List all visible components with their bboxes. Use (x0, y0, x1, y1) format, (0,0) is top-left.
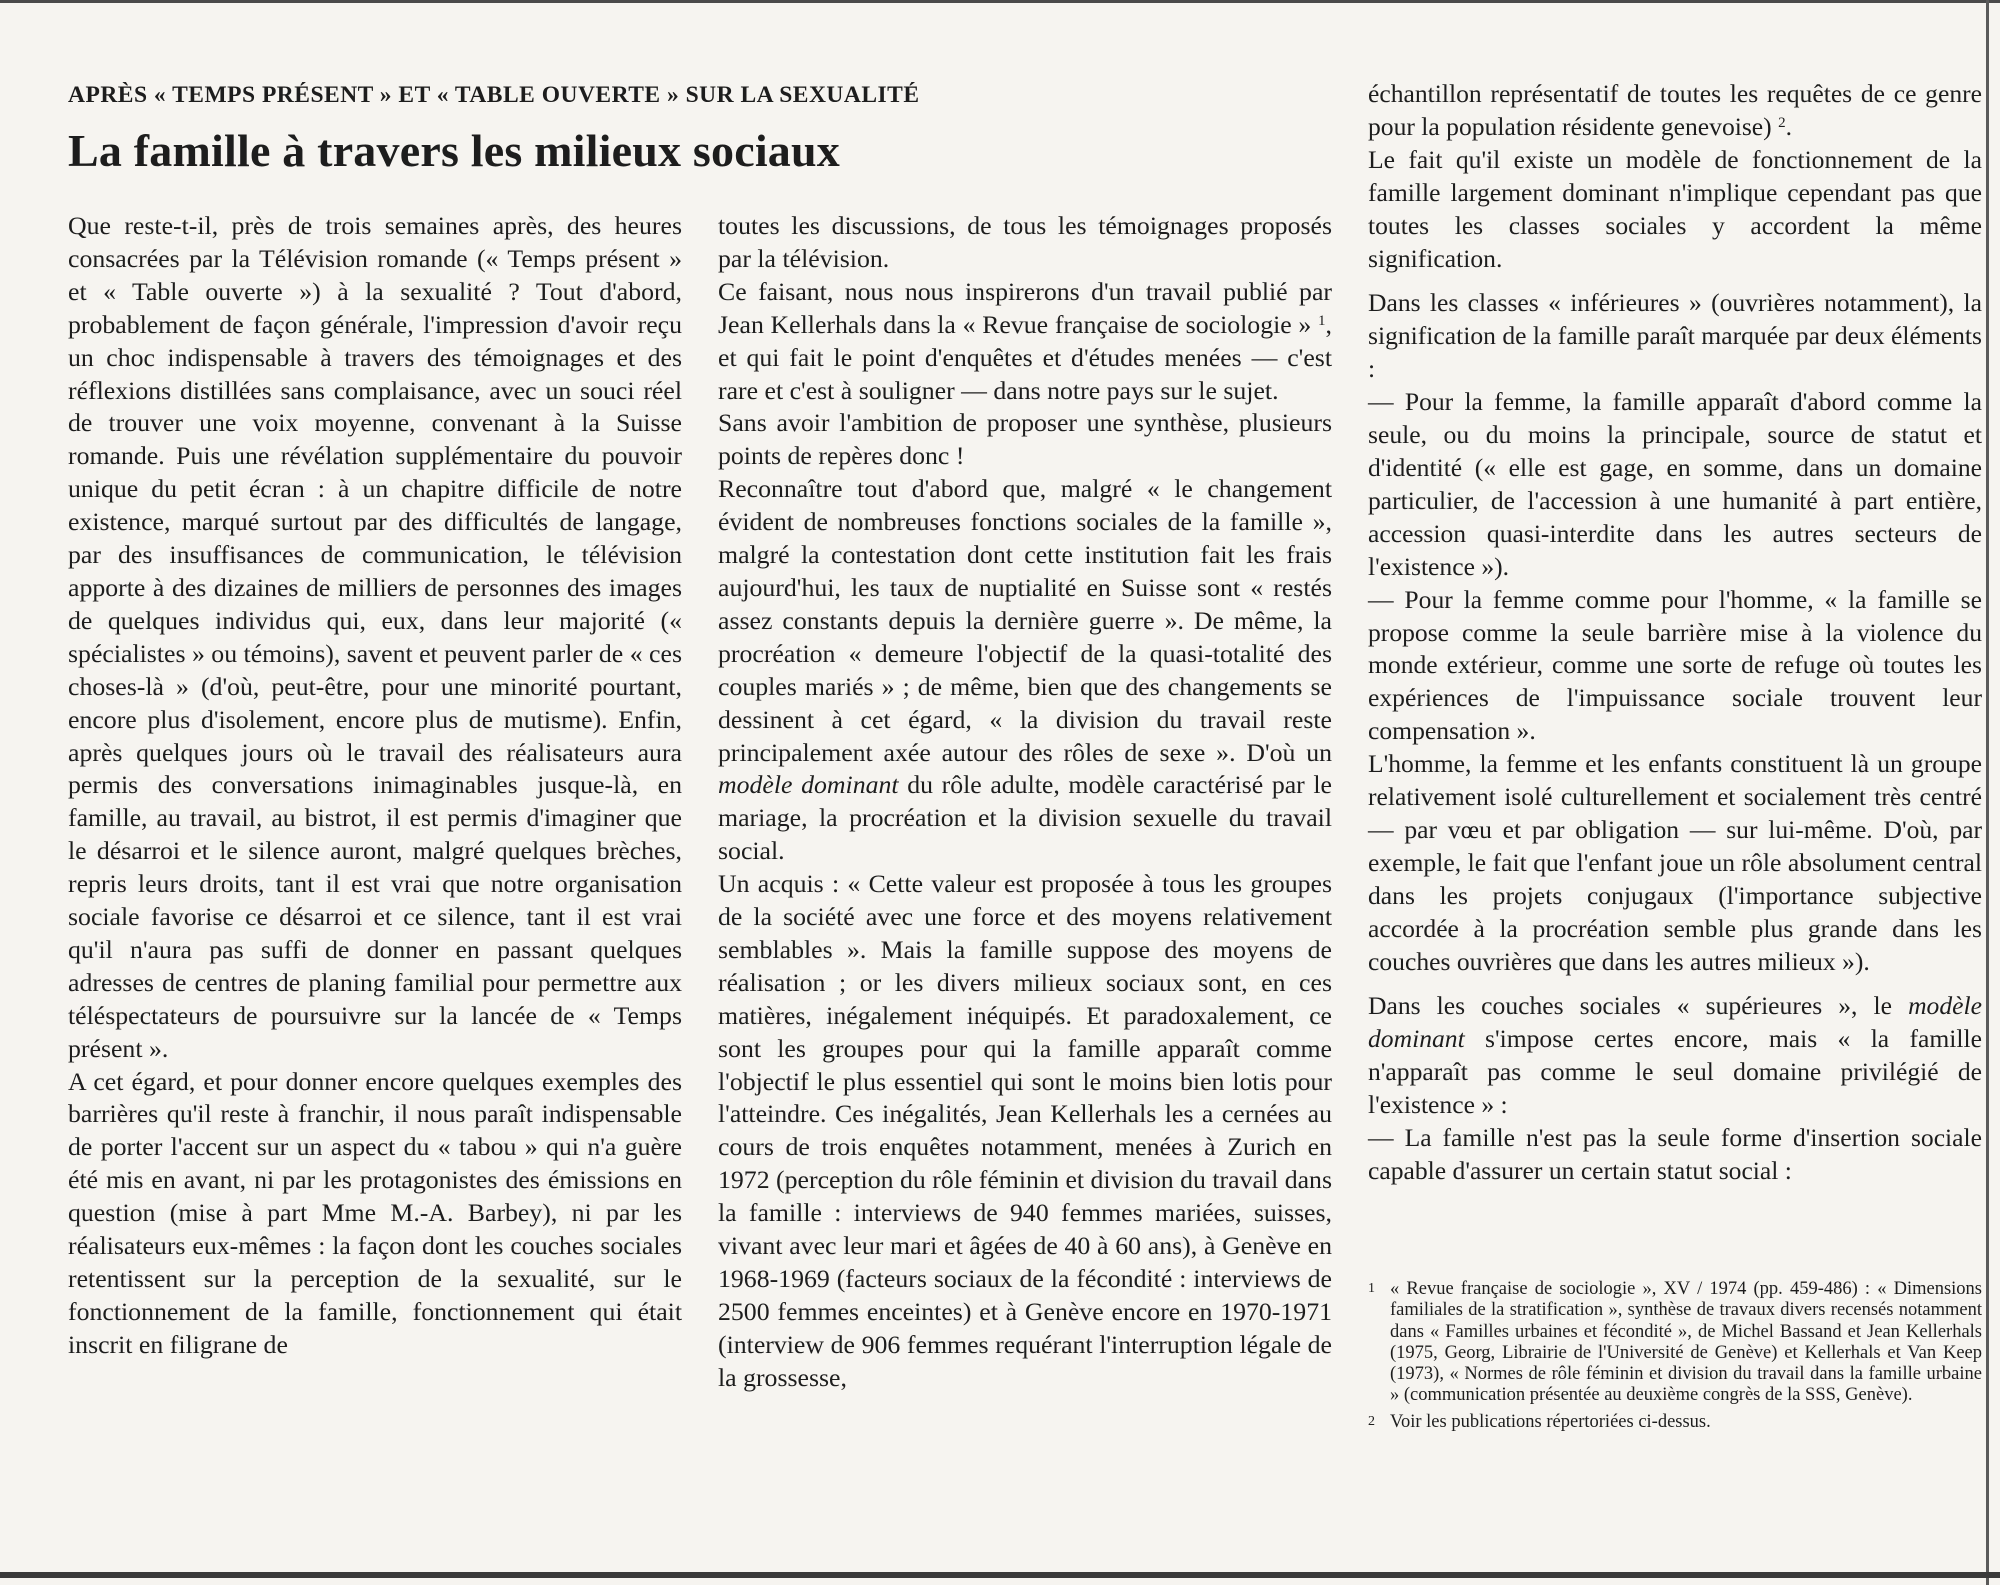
footnote (1368, 1411, 1982, 1433)
paragraph-text: Reconnaître tout d'abord que, malgré « le changement évident de nombreuses fonctions sociales de la famille », malgré la contestation dont cette institution fait les frais aujourd'hui, les taux de nuptialité en Suisse sont « restés assez constants depuis la dernière guerre ». De même, la procréation « demeure l'objectif de la quasi-totalité des couples mariés » ; de même, bien que des changements se dessinent à cet égard, « la division du travail reste principalement axée autour des rôles de sexe ». D'où un (718, 474, 1332, 767)
paragraph: Un acquis : « Cette valeur est proposée à tous les groupes de la société avec une force et des moyens relativement semblables ». Mais la famille suppose des moyens de réalisation ; or les divers milieux sociaux sont, en ces matières, inégalement inéquipés. Et paradoxalement, ce sont les groupes pour qui la famille apparaît comme l'objectif le plus essentiel qui sont le moins bien lotis pour l'atteindre. Ces inégalités, Jean Kellerhals les a cernées au cours de trois enquêtes notamment, menées à Zurich en 1972 (perception du rôle féminin et division du travail dans la famille : interviews de 940 femmes mariées, suisses, vivant avec leur mari et âgées de 40 à 60 ans), à Genève en 1968-1969 (facteurs sociaux de la fécondité : interviews de 2500 femmes enceintes) et à Genève encore en 1970-1971 (interview de 906 femmes requérant l'interruption légale de la grossesse, (718, 869, 1332, 1392)
paragraph-text: Dans les couches sociales « supérieures », le (1368, 991, 1909, 1021)
footnotes (1368, 1278, 1982, 1433)
footnote-ref: 1 (1318, 312, 1326, 329)
paragraph: Sans avoir l'ambition de proposer une synthèse, plusieurs points de repères donc ! (718, 408, 1332, 471)
footnote-text: « Revue française de sociologie », XV / 1974 (pp. 459-486) : « Dimensions familiales de la stratification », synthèse de travaux divers recensés notamment dans « Familles urbaines et fécondité », de Michel Bassand et Jean Kellerhals (1975, Georg, Librairie de l'Université de Genève) et Kellerhals et Van Keep (1973), « Normes de rôle féminin et division du travail dans la famille urbaine » (communication présentée au deuxième congrès de la SSS, Genève). (1390, 1279, 1982, 1406)
footnote-text: Voir les publications répertoriées ci-dessus. (1390, 1411, 1711, 1432)
article-headline: La famille à travers les milieux sociaux (68, 125, 840, 176)
paragraph (718, 276, 1332, 408)
paragraph: Le fait qu'il existe un modèle de fonctionnement de la famille largement dominant n'implique cependant pas que toutes les classes sociales y accordent la même signification. (1368, 144, 1982, 273)
paragraph-text: échantillon représentatif de toutes les requêtes de ce genre pour la population résidente genevoise) (1368, 79, 1982, 141)
paragraph (718, 473, 1332, 868)
right-edge-rule (1986, 0, 1989, 1585)
paragraph: L'homme, la femme et les enfants constituent là un groupe relativement isolé culturellement et socialement très centré — par vœu et par obligation — sur lui-même. D'où, par exemple, le fait que l'enfant joue un rôle absolument central dans les projets conjugaux (l'importance subjective accordée à la procréation semble plus grande dans les couches ouvrières que dans les autres milieux »). (1368, 749, 1982, 976)
footnote-number: 2 (1368, 1413, 1375, 1429)
paragraph: A cet égard, et pour donner encore quelques exemples des barrières qu'il reste à franchir, il nous paraît indispensable de porter l'accent sur un aspect du « tabou » qui n'a guère été mis en avant, ni par les protagonistes des émissions en question (mise à part Mme M.-A. Barbey), ni par les réalisateurs eux-mêmes : la façon dont les couches sociales retentissent sur la perception de la sexualité, sur le fonctionnement de la famille, fonctionnement qui était inscrit en filigrane de (68, 1066, 682, 1359)
article-kicker: APRÈS « TEMPS PRÉSENT » ET « TABLE OUVERTE » SUR LA SEXUALITÉ (68, 82, 920, 108)
paragraph-text: s'impose certes encore, mais « la famille n'apparaît pas comme le seul domaine privilégié de l'existence » : (1368, 1024, 1982, 1120)
paragraph-text: du rôle adulte, modèle caractérisé par le mariage, la procréation et la division sexuelle du travail social. (718, 770, 1332, 866)
column-2 (718, 210, 1332, 1560)
paragraph-text: , et qui fait le point d'enquêtes et d'études menées — c'est rare et c'est à souligner — dans notre pays sur le sujet. (718, 309, 1332, 405)
emphasis: modèle dominant (1368, 991, 1982, 1054)
paragraph: Que reste-t-il, près de trois semaines après, des heures consacrées par la Télévision romande (« Temps présent » et « Table ouverte ») à la sexualité ? Tout d'abord, probablement de façon générale, l'impression d'avoir reçu un choc indispensable à travers des témoignages et des réflexions distillées sans complaisance, avec un souci réel de trouver une voix moyenne, convenant à la Suisse romande. Puis une révélation supplémentaire du pouvoir unique du petit écran : à un chapitre difficile de notre existence, marqué surtout par des difficultés de langage, par des insuffisances de communication, le télévision apporte à des dizaines de milliers de personnes des images de quelques individus qui, eux, dans leur majorité (« spécialistes » ou témoins), savent et peuvent parler de « ces choses-là » (d'où, peut-être, pour une minorité pourtant, encore plus d'isolement, encore plus de mutisme). Enfin, après quelques jours où le travail des réalisateurs aura permis des conversations inimaginables jusque-là, en famille, au travail, au bistrot, il est permis d'imaginer que le désarroi et le silence auront, malgré quelques brèches, repris leurs droits, tant il est vrai que notre organisation sociale favorise ce désarroi et ce silence, tant il est vrai qu'il n'aura pas suffi de donner en passant quelques adresses de centres de planing familial pour permettre aux téléspectateurs de poursuivre sur la lancée de « Temps présent ». (68, 211, 682, 1063)
paragraph: — Pour la femme comme pour l'homme, « la famille se propose comme la seule barrière mise à la violence du monde extérieur, comme une sorte de refuge où toutes les expériences de l'impuissance sociale trouvent leur compensation ». (1368, 584, 1982, 746)
footnote-number: 1 (1368, 1281, 1375, 1296)
paragraph: Dans les classes « inférieures » (ouvrières notamment), la signification de la famille paraît marquée par deux éléments : (1368, 288, 1983, 384)
paragraph (1368, 78, 1982, 144)
column-3 (1368, 78, 1982, 1428)
footnote (1368, 1278, 1982, 1407)
paragraph: — La famille n'est pas la seule forme d'insertion sociale capable d'assurer un certain statut social : (1368, 1123, 1982, 1185)
paragraph: — Pour la femme, la famille apparaît d'abord comme la seule, ou du moins la principale, source de statut et d'identité (« elle est gage, en somme, dans un domaine particulier, de l'accession à une humanité à part entière, accession quasi-interdite dans les autres secteurs de l'existence »). (1368, 387, 1982, 581)
paragraph-text: Ce faisant, nous nous inspirerons d'un travail publié par Jean Kellerhals dans la « Revue française de sociologie » (718, 276, 1332, 339)
emphasis: modèle dominant (718, 770, 899, 800)
bottom-rule (0, 1572, 2000, 1578)
paragraph-text: . (1785, 111, 1792, 141)
footnote-ref: 2 (1778, 114, 1786, 131)
paragraph: toutes les discussions, de tous les témoignages proposés par la télévision. (718, 211, 1332, 273)
column-1 (68, 210, 682, 1560)
paragraph (1368, 990, 1982, 1122)
top-rule (0, 0, 2000, 3)
